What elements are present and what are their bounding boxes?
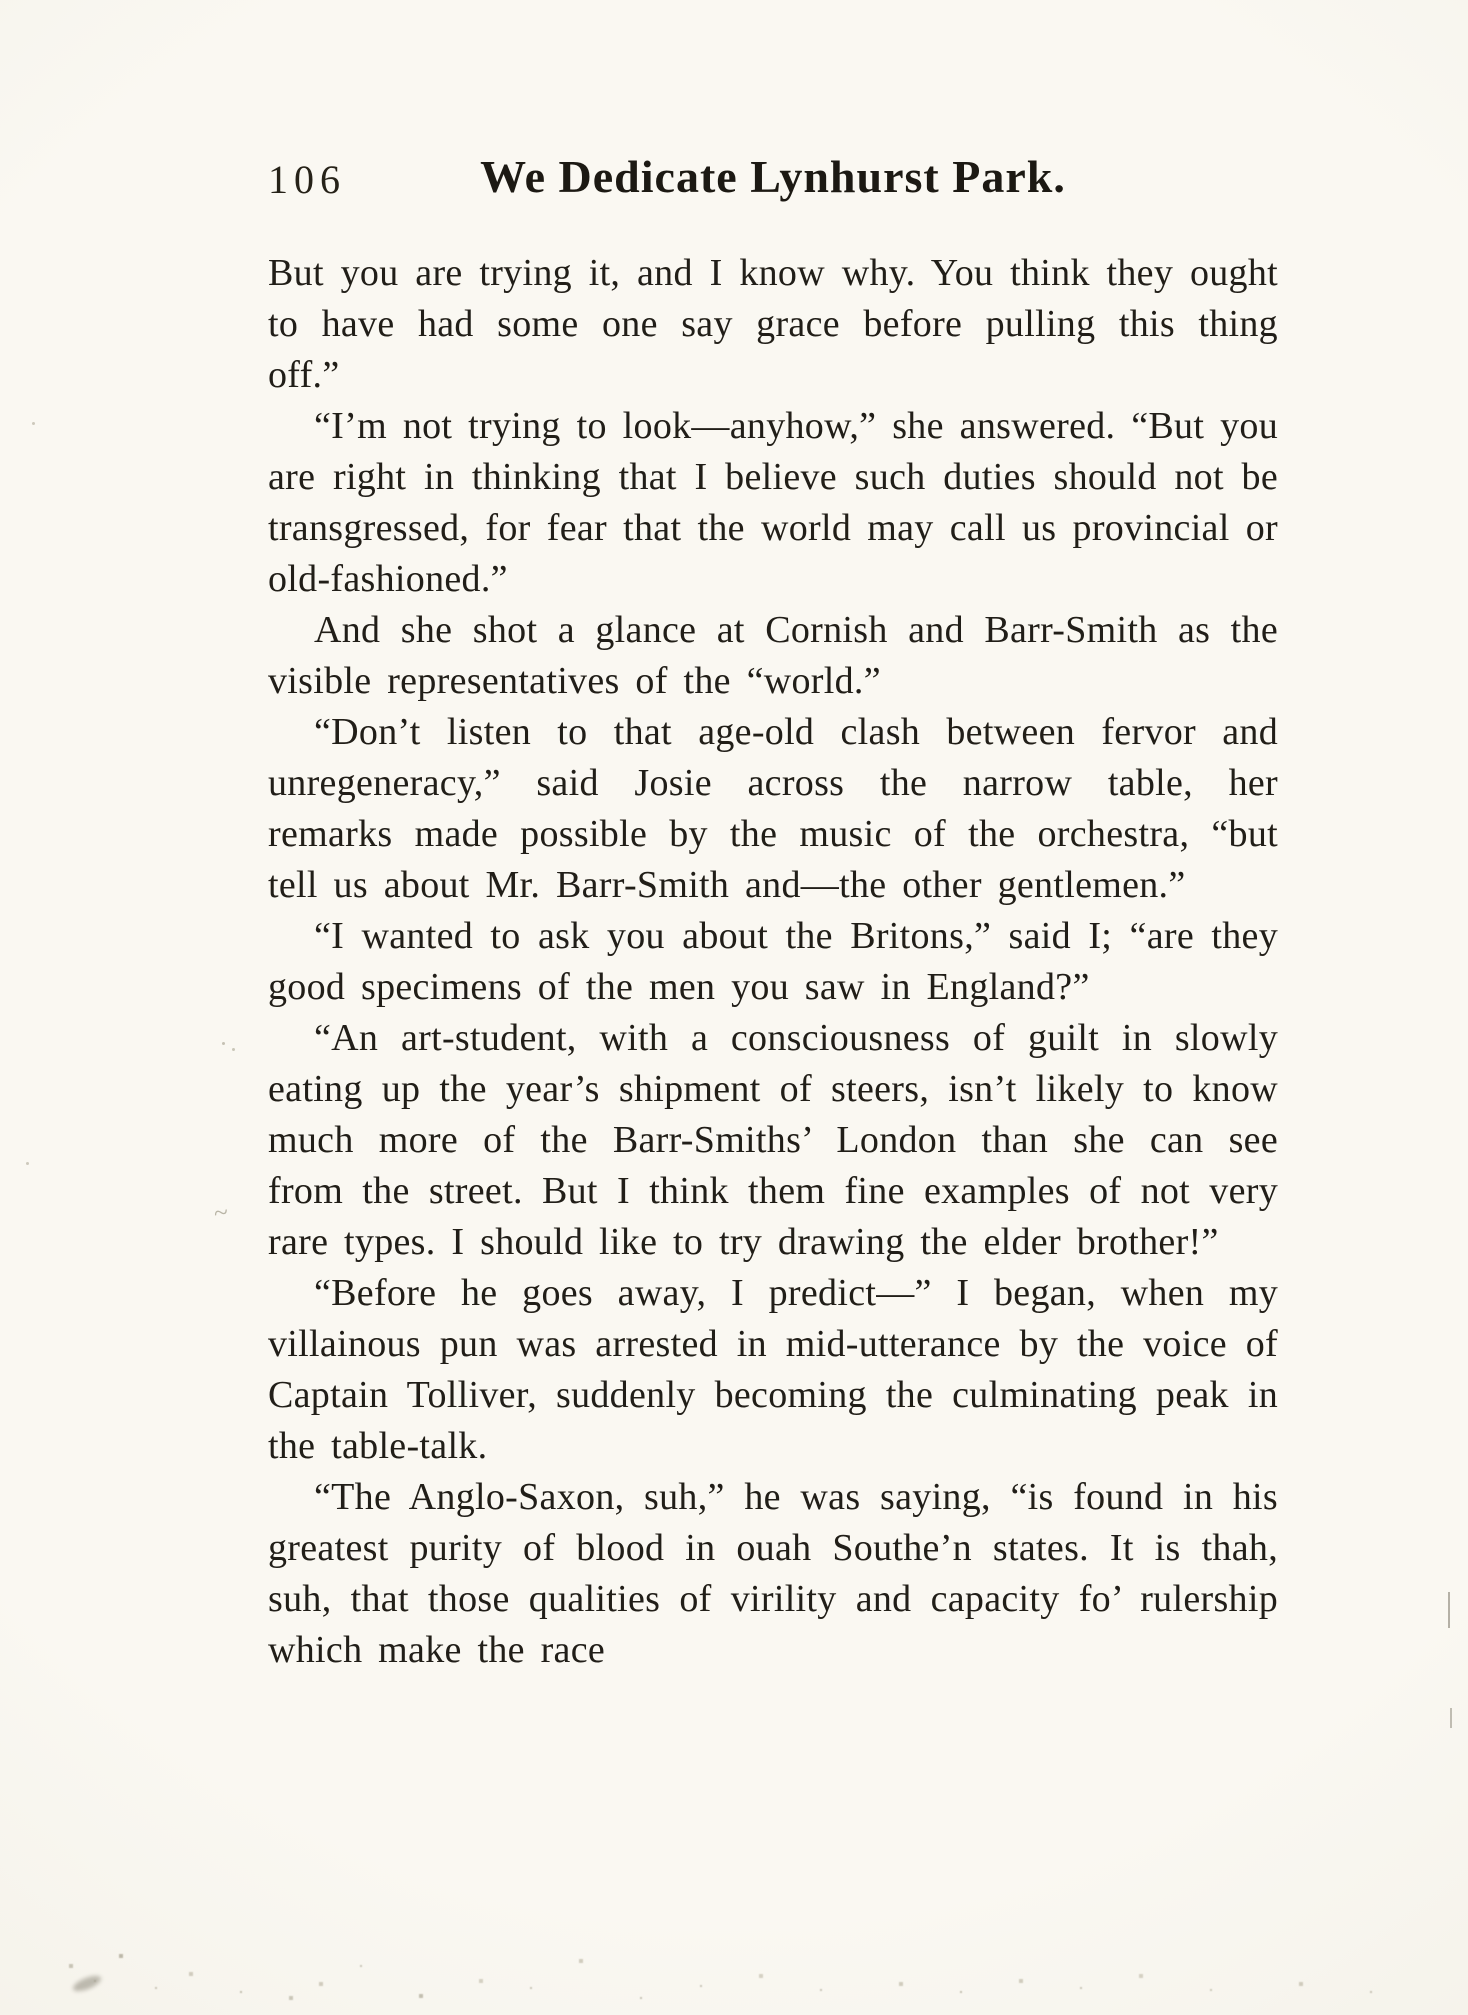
- running-header: [268, 150, 1278, 212]
- paragraph: And she shot a glance at Cornish and Barr-Smith as the visible representatives of the “world.”: [268, 609, 1278, 702]
- running-title: We Dedicate Lynhurst Park.: [480, 151, 1066, 202]
- paragraph: “I wanted to ask you about the Britons,” said I; “are they good specimens of the men you saw in England?”: [268, 915, 1278, 1008]
- scan-smudge: [71, 1973, 103, 1994]
- paragraph: But you are trying it, and I know why. You think they ought to have had some one say grace before pulling this thing off.”: [268, 252, 1278, 396]
- text-block: [268, 150, 1278, 1676]
- scan-speckles: [60, 1925, 62, 1927]
- scan-mark-tilde: ~: [211, 1197, 230, 1228]
- paragraph: “Don’t listen to that age-old clash between fervor and unregeneracy,” said Josie across the narrow table, her remarks made possible by the music of the orchestra, “but tell us about Mr. Barr-Smith and—the other gentlemen.”: [268, 711, 1278, 906]
- paragraph: “Before he goes away, I predict—” I began, when my villainous pun was arrested in mid-utterance by the voice of Captain Tolliver, suddenly becoming the culminating peak in the table-talk.: [268, 1272, 1278, 1467]
- paragraph: “The Anglo-Saxon, suh,” he was saying, “is found in his greatest purity of blood in ouah Southe’n states. It is thah, suh, that those qualities of virility and capacity fo’ rulership which make the race: [268, 1476, 1278, 1671]
- paragraph: “An art-student, with a consciousness of guilt in slowly eating up the year’s shipment of steers, isn’t likely to know much more of the Barr-Smiths’ London than she can see from the street. But I think them fine examples of not very rare types. I should like to try drawing the elder brother!”: [268, 1017, 1278, 1263]
- paragraph: “I’m not trying to look—anyhow,” she answered. “But you are right in thinking that I believe such duties should not be transgressed, for fear that the world may call us provincial or old-fashioned.”: [268, 405, 1278, 600]
- body-text: [268, 248, 1278, 1676]
- scan-mark-edge-tick: [1450, 1708, 1452, 1728]
- page-number: 106: [268, 157, 346, 202]
- scan-mark-edge-tick: [1448, 1592, 1450, 1628]
- scan-mark-dots: [222, 1042, 225, 1045]
